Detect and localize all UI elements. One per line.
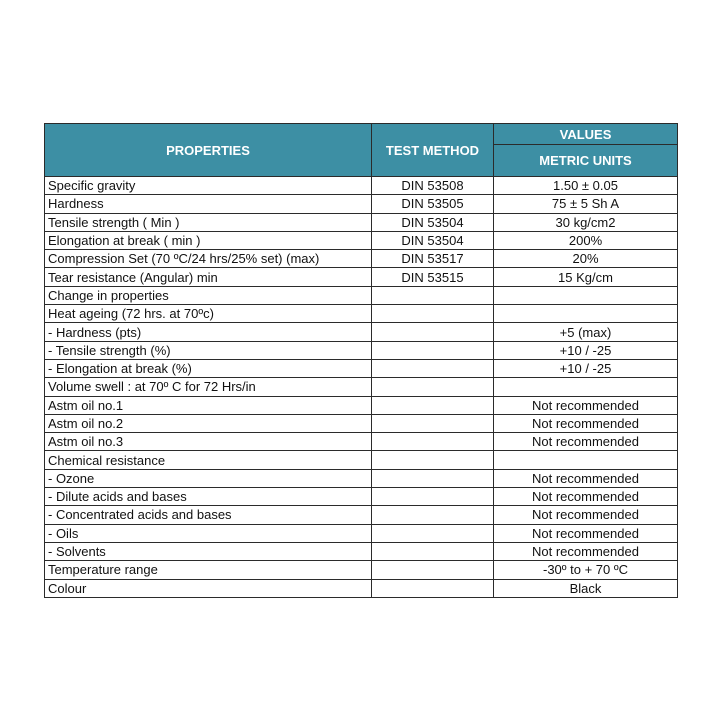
value-cell: Not recommended xyxy=(494,433,678,451)
property-cell: Elongation at break ( min ) xyxy=(45,231,372,249)
test-method-cell: DIN 53515 xyxy=(372,268,494,286)
test-method-cell xyxy=(372,396,494,414)
property-cell: - Oils xyxy=(45,524,372,542)
property-cell: Compression Set (70 ºC/24 hrs/25% set) (max) xyxy=(45,250,372,268)
property-cell: Chemical resistance xyxy=(45,451,372,469)
test-method-cell xyxy=(372,488,494,506)
test-method-cell xyxy=(372,359,494,377)
property-cell: - Solvents xyxy=(45,542,372,560)
header-properties: PROPERTIES xyxy=(45,124,372,177)
header-test-method: TEST METHOD xyxy=(372,124,494,177)
value-cell: Not recommended xyxy=(494,414,678,432)
value-cell: 75 ± 5 Sh A xyxy=(494,195,678,213)
table-row xyxy=(45,561,678,579)
value-cell: Not recommended xyxy=(494,506,678,524)
property-cell: Tear resistance (Angular) min xyxy=(45,268,372,286)
property-cell: Heat ageing (72 hrs. at 70ºc) xyxy=(45,305,372,323)
table-row xyxy=(45,488,678,506)
table-row xyxy=(45,451,678,469)
test-method-cell xyxy=(372,433,494,451)
table-body xyxy=(45,177,678,598)
test-method-cell xyxy=(372,378,494,396)
table-header xyxy=(45,124,678,177)
property-cell: Colour xyxy=(45,579,372,597)
value-cell: +10 / -25 xyxy=(494,341,678,359)
test-method-cell: DIN 53505 xyxy=(372,195,494,213)
table-row xyxy=(45,359,678,377)
table-row xyxy=(45,469,678,487)
test-method-cell xyxy=(372,579,494,597)
value-cell xyxy=(494,378,678,396)
test-method-cell: DIN 53504 xyxy=(372,231,494,249)
value-cell: Not recommended xyxy=(494,524,678,542)
value-cell xyxy=(494,451,678,469)
test-method-cell xyxy=(372,542,494,560)
table-row xyxy=(45,268,678,286)
property-cell: - Elongation at break (%) xyxy=(45,359,372,377)
table-row xyxy=(45,195,678,213)
property-cell: - Ozone xyxy=(45,469,372,487)
table-row xyxy=(45,286,678,304)
header-metric-units: METRIC UNITS xyxy=(494,145,678,177)
table-row xyxy=(45,524,678,542)
header-values: VALUES xyxy=(494,124,678,145)
value-cell: Not recommended xyxy=(494,469,678,487)
value-cell: Not recommended xyxy=(494,488,678,506)
property-cell: Astm oil no.2 xyxy=(45,414,372,432)
value-cell xyxy=(494,305,678,323)
test-method-cell: DIN 53504 xyxy=(372,213,494,231)
test-method-cell xyxy=(372,323,494,341)
value-cell: 15 Kg/cm xyxy=(494,268,678,286)
property-cell: Specific gravity xyxy=(45,177,372,195)
value-cell: +5 (max) xyxy=(494,323,678,341)
value-cell: Not recommended xyxy=(494,396,678,414)
property-cell: Volume swell : at 70º C for 72 Hrs/in xyxy=(45,378,372,396)
table-row xyxy=(45,506,678,524)
test-method-cell xyxy=(372,506,494,524)
value-cell: Not recommended xyxy=(494,542,678,560)
table-row xyxy=(45,177,678,195)
test-method-cell xyxy=(372,561,494,579)
table-row xyxy=(45,231,678,249)
table-row xyxy=(45,433,678,451)
table-row xyxy=(45,341,678,359)
value-cell: +10 / -25 xyxy=(494,359,678,377)
test-method-cell xyxy=(372,469,494,487)
property-cell: - Tensile strength (%) xyxy=(45,341,372,359)
table-row xyxy=(45,542,678,560)
property-cell: Tensile strength ( Min ) xyxy=(45,213,372,231)
test-method-cell xyxy=(372,286,494,304)
property-cell: - Dilute acids and bases xyxy=(45,488,372,506)
property-cell: Astm oil no.3 xyxy=(45,433,372,451)
test-method-cell xyxy=(372,305,494,323)
value-cell: Black xyxy=(494,579,678,597)
value-cell: -30º to + 70 ºC xyxy=(494,561,678,579)
test-method-cell: DIN 53508 xyxy=(372,177,494,195)
property-cell: Temperature range xyxy=(45,561,372,579)
table-row xyxy=(45,579,678,597)
table-row xyxy=(45,213,678,231)
test-method-cell xyxy=(372,414,494,432)
test-method-cell: DIN 53517 xyxy=(372,250,494,268)
test-method-cell xyxy=(372,341,494,359)
value-cell: 1.50 ± 0.05 xyxy=(494,177,678,195)
value-cell: 20% xyxy=(494,250,678,268)
table-row xyxy=(45,250,678,268)
table-row xyxy=(45,396,678,414)
test-method-cell xyxy=(372,524,494,542)
properties-table xyxy=(44,123,678,598)
property-cell: Astm oil no.1 xyxy=(45,396,372,414)
table-row xyxy=(45,305,678,323)
property-cell: - Concentrated acids and bases xyxy=(45,506,372,524)
property-cell: Change in properties xyxy=(45,286,372,304)
value-cell: 200% xyxy=(494,231,678,249)
value-cell xyxy=(494,286,678,304)
table-row xyxy=(45,378,678,396)
table-row xyxy=(45,414,678,432)
property-cell: - Hardness (pts) xyxy=(45,323,372,341)
test-method-cell xyxy=(372,451,494,469)
value-cell: 30 kg/cm2 xyxy=(494,213,678,231)
table-row xyxy=(45,323,678,341)
property-cell: Hardness xyxy=(45,195,372,213)
